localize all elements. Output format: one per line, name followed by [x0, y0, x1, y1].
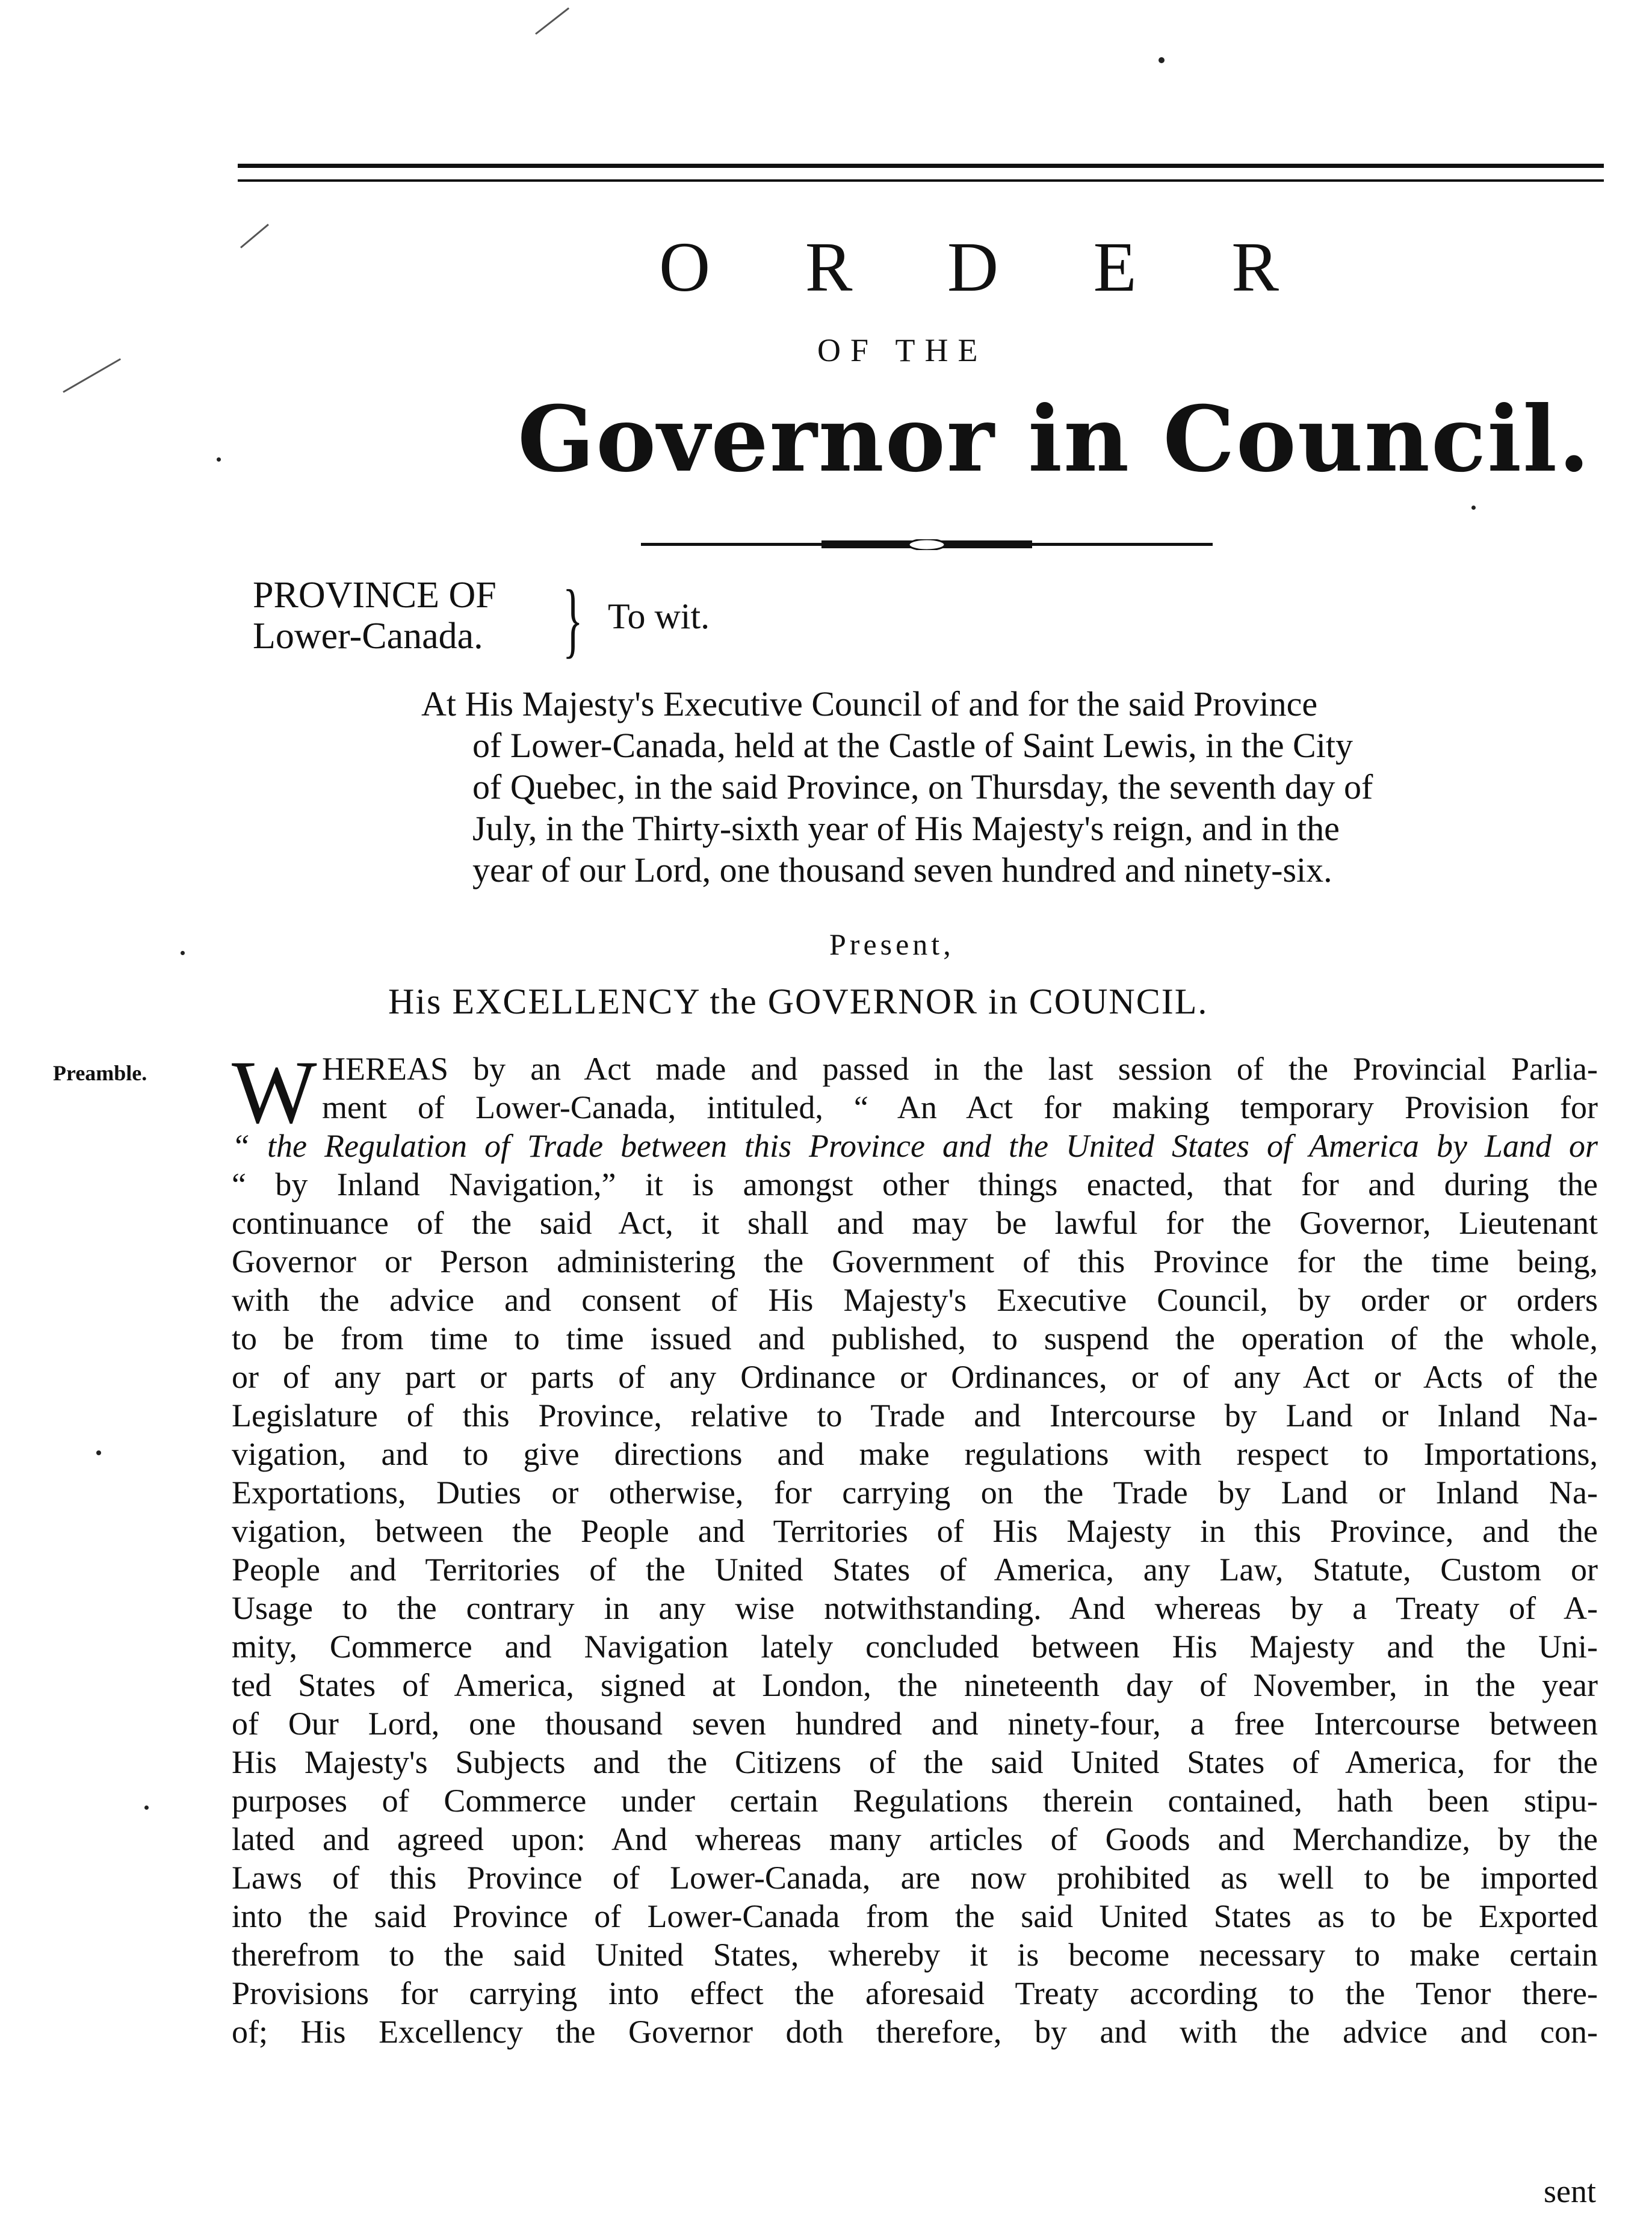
- body-line: ted States of America, signed at London, the nineteenth day of November, in the year: [232, 1666, 1598, 1703]
- body-line: Exportations, Duties or otherwise, for carrying on the Trade by Land or Inland Na-: [232, 1474, 1598, 1511]
- title-order: O R D E R: [659, 227, 1317, 306]
- province-line-2: Lower-Canada.: [253, 616, 483, 657]
- title-governor-in-council: Governor in Council.: [518, 386, 1591, 492]
- body-line: His Majesty's Subjects and the Citizens of the said United States of America, for the: [232, 1744, 1598, 1780]
- intro-line: year of our Lord, one thousand seven hundred and ninety-six.: [472, 850, 1332, 890]
- body-line: lated and agreed upon: And whereas many articles of Goods and Merchandize, by the: [232, 1821, 1598, 1857]
- body-line: therefrom to the said United States, whereby it is become necessary to make certain: [232, 1936, 1598, 1973]
- body-line: vigation, between the People and Territories of His Majesty in this Province, and the: [232, 1512, 1598, 1549]
- drop-cap: W: [232, 1042, 317, 1142]
- body-line: Laws of this Province of Lower-Canada, are now prohibited as well to be imported: [232, 1859, 1598, 1896]
- body-line: of; His Excellency the Governor doth therefore, by and with the advice and con-: [232, 2013, 1598, 2050]
- top-rule: [238, 164, 1604, 168]
- his-excellency-heading: His EXCELLENCY the GOVERNOR in COUNCIL.: [388, 982, 1208, 1021]
- body-line: Legislature of this Province, relative to Trade and Intercourse by Land or Inland Na-: [232, 1397, 1598, 1434]
- body-line: ment of Lower-Canada, intituled, “ An Act for making temporary Provision for: [322, 1089, 1598, 1125]
- province-heading: [253, 575, 497, 657]
- preamble-body: [232, 1050, 1598, 2052]
- ornament-rule: [641, 539, 1213, 550]
- body-line: Governor or Person administering the Government of this Province for the time being,: [232, 1243, 1598, 1279]
- province-line-1: PROVINCE OF: [253, 575, 497, 616]
- body-line: continuance of the said Act, it shall and may be lawful for the Governor, Lieutenant: [232, 1204, 1598, 1241]
- catchword: sent: [1544, 2173, 1596, 2209]
- body-line: vigation, and to give directions and make regulations with respect to Importations,: [232, 1435, 1598, 1472]
- body-line: People and Territories of the United States of America, any Law, Statute, Custom or: [232, 1551, 1598, 1588]
- scan-speck: [181, 951, 185, 955]
- body-line: with the advice and consent of His Majesty's Executive Council, by order or orders: [232, 1281, 1598, 1318]
- scan-scratch: [535, 7, 569, 34]
- body-line: “ by Inland Navigation,” it is amongst other things enacted, that for and during the: [232, 1166, 1598, 1202]
- intro-paragraph: [421, 683, 1604, 891]
- body-line: to be from time to time issued and published, to suspend the operation of the whole,: [232, 1320, 1598, 1357]
- present-heading: Present,: [829, 927, 954, 961]
- intro-line: July, in the Thirty-sixth year of His Majesty's reign, and in the: [472, 809, 1340, 849]
- scan-speck: [217, 457, 221, 462]
- body-line: Provisions for carrying into effect the aforesaid Treaty according to the Tenor there-: [232, 1975, 1598, 2011]
- scan-speck: [144, 1806, 149, 1810]
- scan-speck: [96, 1450, 101, 1455]
- scan-speck: [1471, 506, 1476, 510]
- top-rule-thin: [238, 179, 1604, 182]
- brace-icon: }: [563, 573, 583, 666]
- preamble-margin-label: Preamble.: [53, 1061, 147, 1085]
- body-line: or of any part or parts of any Ordinance or Ordinances, or of any Act or Acts of the: [232, 1358, 1598, 1395]
- intro-line: of Lower-Canada, held at the Castle of Saint Lewis, in the City: [472, 726, 1353, 766]
- body-line: HEREAS by an Act made and passed in the last session of the Provincial Parlia-: [322, 1051, 1598, 1087]
- body-line: “ the Regulation of Trade between this Province and the United States of America by Land or: [232, 1127, 1598, 1164]
- body-line: of Our Lord, one thousand seven hundred and ninety-four, a free Intercourse between: [232, 1705, 1598, 1742]
- body-line: into the said Province of Lower-Canada from the said United States as to be Exported: [232, 1898, 1598, 1934]
- intro-line: of Quebec, in the said Province, on Thursday, the seventh day of: [472, 767, 1373, 807]
- scan-speck: [1159, 57, 1165, 63]
- body-line: Usage to the contrary in any wise notwithstanding. And whereas by a Treaty of A-: [232, 1589, 1598, 1626]
- body-line: mity, Commerce and Navigation lately concluded between His Majesty and the Uni-: [232, 1628, 1598, 1665]
- scan-scratch: [240, 224, 269, 249]
- scan-scratch: [63, 358, 121, 393]
- title-of-the: OF THE: [817, 332, 988, 368]
- to-wit: To wit.: [608, 596, 710, 636]
- intro-line: At His Majesty's Executive Council of and for the said Province: [421, 684, 1318, 723]
- body-line: purposes of Commerce under certain Regulations therein contained, hath been stipu-: [232, 1782, 1598, 1819]
